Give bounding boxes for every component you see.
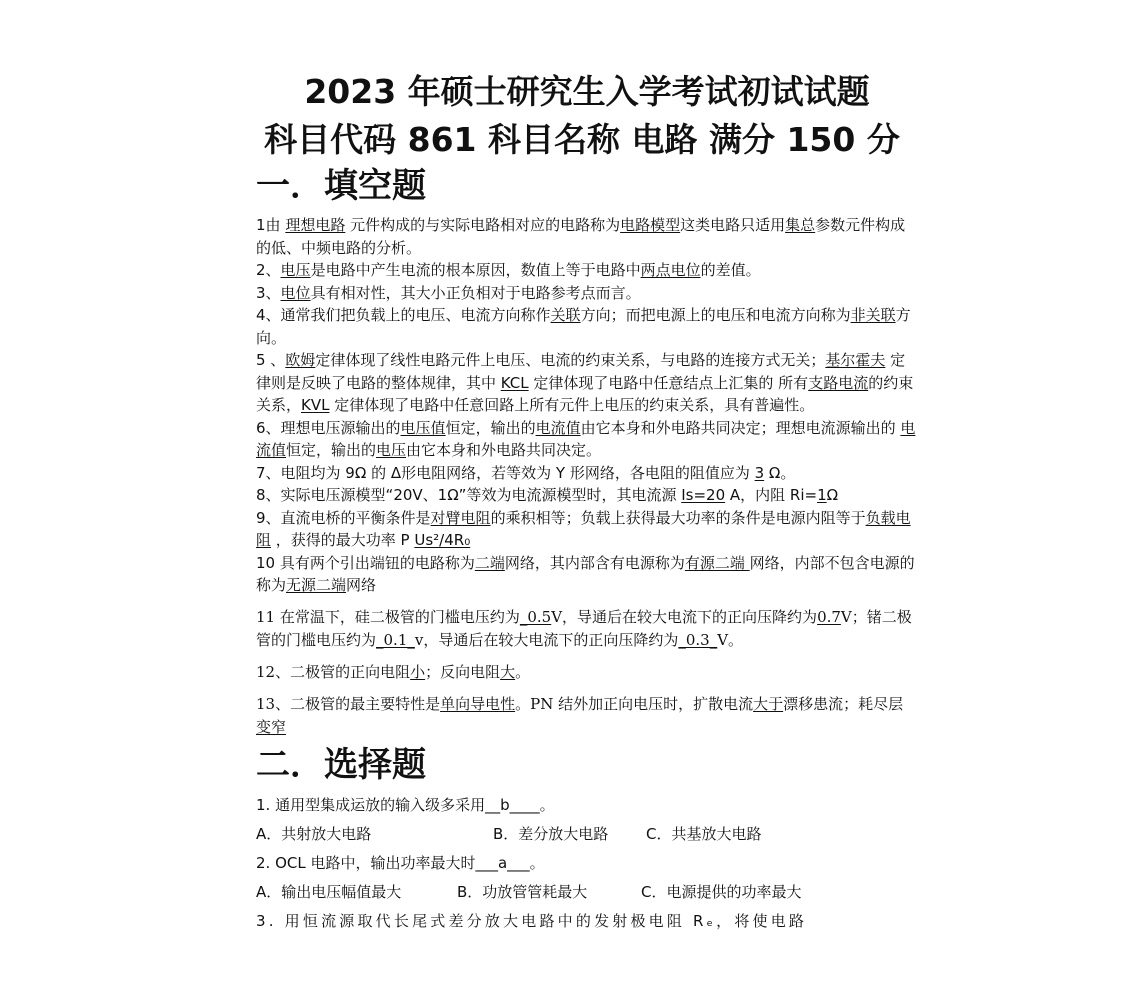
fill-question-3: 3、电位具有相对性，其大小正负相对于电路参考点而言。 [256, 283, 641, 302]
fill-question-10: 10 具有两个引出端钮的电路称为二端网络，其内部含有电源称为有源二端 网络，内部不包含电源的称为无源二端网络 [256, 553, 915, 594]
fill-question-12: 12、二极管的正向电阻小；反向电阻大。 [256, 662, 531, 681]
exam-title: 2023 年硕士研究生入学考试初试试题 [304, 72, 870, 111]
choice-question-2: 2. OCL 电路中，输出功率最大时___a___。 [256, 853, 545, 872]
choice-2-option-c: C．电源提供的功率最大 [641, 882, 802, 901]
fill-question-8: 8、实际电压源模型“20V、1Ω”等效为电流源模型时，其电流源 Is=20 A，内阻 Ri=1Ω [256, 486, 839, 504]
exam-page [256, 68, 916, 939]
choice-2-option-a: A．输出电压幅值最大 [256, 882, 402, 901]
fill-question-6: 6、理想电压源输出的电压值恒定，输出的电流值由它本身和外电路共同决定；理想电流源输出的 电流值恒定，输出的电压由它本身和外电路共同决定。 [256, 418, 916, 459]
fill-question-4: 4、通常我们把负载上的电压、电流方向称作关联方向；而把电源上的电压和电流方向称为非关联方向。 [256, 306, 911, 347]
choice-2-option-b: B．功放管管耗最大 [457, 882, 588, 901]
fill-question-11: 11 在常温下，硅二极管的门槛电压约为_0.5V，导通后在较大电流下的正向压降约为0.7V；锗二极管的门槛电压约为_0.1_v，导通后在较大电流下的正向压降约为_0.3_V。 [256, 607, 912, 649]
choice-question-1: 1. 通用型集成运放的输入级多采用__b____。 [256, 795, 555, 814]
choice-1-option-b: B．差分放大电路 [493, 824, 609, 843]
fill-question-2: 2、电压是电路中产生电流的根本原因，数值上等于电路中两点电位的差值。 [256, 261, 761, 279]
choice-question-2-options [256, 881, 916, 903]
section-choice-title: 二．选择题 [256, 744, 426, 785]
choice-question-3: 3. 用恒流源取代长尾式差分放大电路中的发射极电阻 Rₑ，将使电路 [256, 911, 808, 930]
section-fill-in-title: 一．填空题 [256, 166, 426, 206]
fill-question-7: 7、电阻均为 9Ω 的 Δ形电阻网络，若等效为 Y 形网络，各电阻的阻值应为 3 Ω。 [256, 463, 796, 482]
fill-question-5: 5 、欧姆定律体现了线性电路元件上电压、电流的约束关系，与电路的连接方式无关；基尔霍夫 定律则是反映了电路的整体规律，其中 KCL 定律体现了电路中任意结点上汇集的 所有支路电流的约束关系，KVL 定律体现了电路中任意回路上所有元件上电压的约束关系，具有普遍性。 [256, 351, 914, 414]
exam-subtitle: 科目代码 861 科目名称 电路 满分 150 分 [264, 120, 900, 159]
choice-1-option-c: C．共基放大电路 [646, 824, 762, 843]
choice-question-1-options [256, 823, 916, 845]
fill-question-13: 13、二极管的最主要特性是单向导电性。PN 结外加正向电压时，扩散电流大于漂移患流；耗尽层变窄 [256, 694, 904, 736]
choice-1-option-a: A．共射放大电路 [256, 824, 372, 843]
fill-question-1: 1由 理想电路 元件构成的与实际电路相对应的电路称为电路模型这类电路只适用集总参数元件构成的低、中频电路的分析。 [256, 216, 906, 257]
fill-question-9: 9、直流电桥的平衡条件是对臂电阻的乘积相等；负载上获得最大功率的条件是电源内阻等于负载电阻 ，获得的最大功率 P Us²/4R₀ [256, 508, 911, 549]
